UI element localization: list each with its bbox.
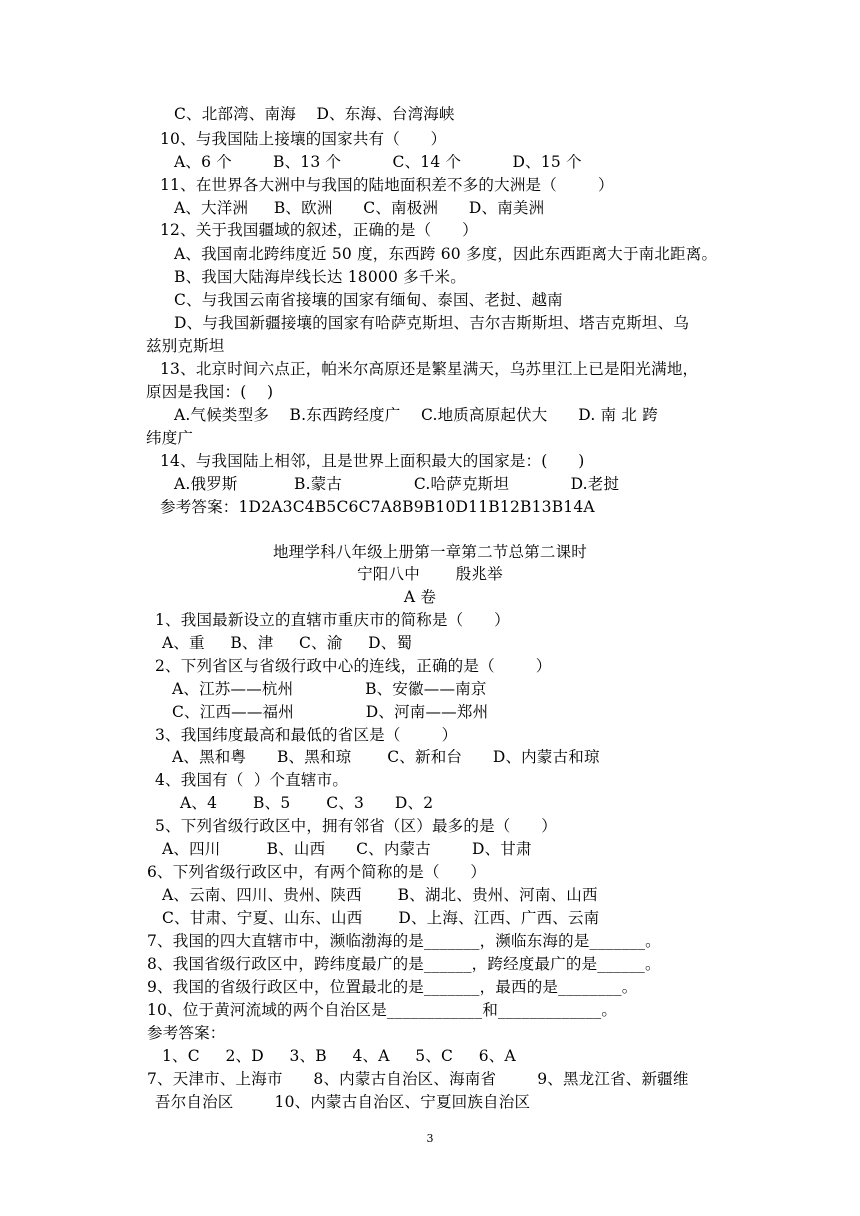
question-4: 4、我国有（ ）个直辖市。	[155, 771, 349, 789]
q12-option-d-line1: D、与我国新疆接壤的国家有哈萨克斯坦、吉尔吉斯斯坦、塔吉克斯坦、乌	[174, 314, 690, 332]
question-2-options-line2: C、江西——福州 D、河南——郑州	[172, 703, 489, 721]
q11-stem: 11、在世界各大洲中与我国的陆地面积差不多的大洲是（ ）	[160, 176, 614, 194]
question-4-options: A、4 B、5 C、3 D、2	[180, 794, 434, 812]
lesson-title: 地理学科八年级上册第一章第二节总第二课时	[272, 543, 587, 561]
question-2-options-line1: A、江苏——杭州 B、安徽——南京	[172, 680, 487, 698]
q12-option-d-line2: 兹别克斯坦	[146, 337, 225, 355]
q12-stem: 12、关于我国疆域的叙述，正确的是（ ）	[160, 221, 478, 239]
question-6: 6、下列省级行政区中，有两个简称的是（ ）	[147, 863, 487, 881]
question-9: 9、我国的省级行政区中，位置最北的是_______，最西的是________。	[147, 978, 638, 996]
question-5: 5、下列省级行政区中，拥有邻省（区）最多的是（ ）	[155, 817, 557, 835]
answer-key-line1: 1、C 2、D 3、B 4、A 5、C 6、A	[162, 1047, 516, 1065]
q14-stem: 14、与我国陆上相邻，且是世界上面积最大的国家是：( )	[160, 452, 585, 470]
answer-key-label: 参考答案：	[147, 1024, 226, 1042]
question-3-options: A、黑和粤 B、黑和琼 C、新和台 D、内蒙古和琼	[172, 748, 600, 766]
lesson-author: 宁阳八中 殷兆举	[357, 565, 503, 583]
q10-stem: 10、与我国陆上接壤的国家共有（ ）	[160, 130, 447, 148]
page-number: 3	[426, 1132, 434, 1145]
question-1: 1、我国最新设立的直辖市重庆市的简称是（ ）	[155, 611, 510, 629]
q14-options: A.俄罗斯 B.蒙古 C.哈萨克斯坦 D.老挝	[174, 475, 620, 493]
answer-key-line3: 吾尔自治区 10、内蒙古自治区、宁夏回族自治区	[155, 1093, 531, 1111]
question-8: 8、我国省级行政区中，跨纬度最广的是______，跨经度最广的是______。	[147, 955, 661, 973]
question-6-options-line2: C、甘肃、宁夏、山东、山西 D、上海、江西、广西、云南	[162, 909, 600, 927]
q12-option-b: B、我国大陆海岸线长达 18000 多千米。	[174, 268, 466, 286]
q12-option-a: A、我国南北跨纬度近 50 度，东西跨 60 多度，因此东西距离大于南北距离。	[174, 245, 718, 263]
q13-options-line2: 纬度广	[146, 429, 194, 447]
answer-key-top: 参考答案：1D2A3C4B5C6C7A8B9B10D11B12B13B14A	[160, 498, 595, 516]
question-1-options: A、重 B、津 C、渝 D、蜀	[162, 634, 413, 652]
q11-options: A、大洋洲 B、欧洲 C、南极洲 D、南美洲	[174, 199, 545, 217]
q12-option-c: C、与我国云南省接壤的国家有缅甸、泰国、老挝、越南	[174, 291, 563, 309]
question-5-options: A、四川 B、山西 C、内蒙古 D、甘肃	[162, 840, 532, 858]
q13-stem-line2: 原因是我国：( )	[146, 383, 274, 401]
q13-stem-line1: 13、北京时间六点正，帕米尔高原还是繁星满天，乌苏里江上已是阳光满地，	[160, 360, 699, 378]
answer-key-line2: 7、天津市、上海市 8、内蒙古自治区、海南省 9、黑龙江省、新疆维	[147, 1070, 689, 1088]
question-3: 3、我国纬度最高和最低的省区是（ ）	[155, 726, 458, 744]
question-10: 10、位于黄河流域的两个自治区是____________和_____________。	[147, 1001, 618, 1019]
q10-options: A、6 个 B、13 个 C、14 个 D、15 个	[174, 153, 582, 171]
volume-label: A 卷	[403, 588, 437, 606]
q9-options-cd: C、北部湾、南海 D、东海、台湾海峡	[174, 105, 455, 123]
question-7: 7、我国的四大直辖市中，濒临渤海的是_______，濒临东海的是_______。	[147, 932, 661, 950]
q13-options-line1: A.气候类型多 B.东西跨经度广 C.地质高原起伏大 D. 南 北 跨	[174, 406, 658, 424]
question-2: 2、下列省区与省级行政中心的连线，正确的是（ ）	[155, 657, 552, 675]
question-6-options-line1: A、云南、四川、贵州、陕西 B、湖北、贵州、河南、山西	[162, 886, 598, 904]
